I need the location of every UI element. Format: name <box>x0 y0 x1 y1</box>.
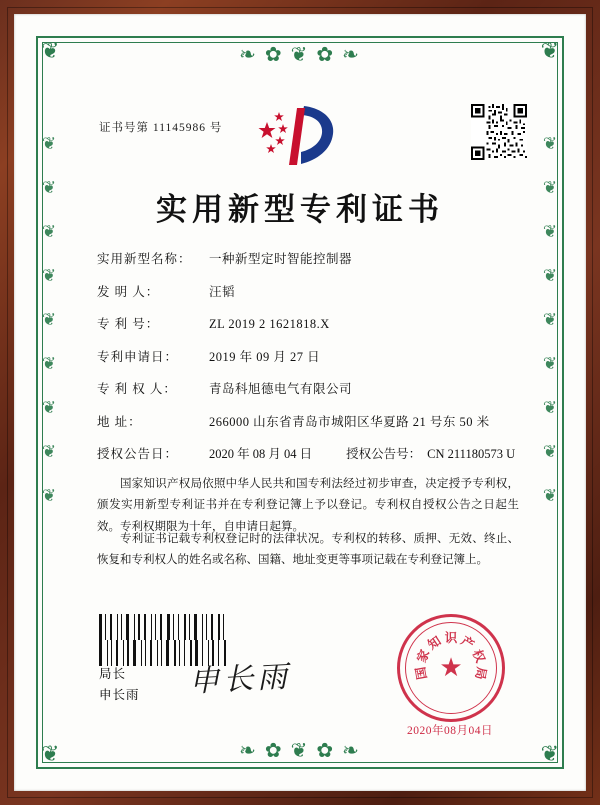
legal-paragraph-2 <box>97 529 519 572</box>
signature-role: 局长 <box>99 667 127 681</box>
field-label: 专利申请日： <box>97 349 179 364</box>
corner-ornament-top-right: ❦ <box>540 38 559 63</box>
field-value: 青岛科旭德电气有限公司 <box>209 382 353 396</box>
field-label: 地 址： <box>97 414 142 429</box>
field-label-secondary: 授权公告号： <box>346 447 422 461</box>
corner-ornament-bottom-left: ❦ <box>41 741 60 766</box>
bottom-flourish-ornament: ❧ ✿ ❦ ✿ ❧ <box>239 740 361 762</box>
corner-ornament-top-left: ❦ <box>41 38 60 63</box>
field-value: 2019 年 09 月 27 日 <box>209 349 321 364</box>
field-row-address <box>97 412 521 430</box>
seal-date: 2020年08月04日 <box>407 725 493 737</box>
official-seal <box>397 614 505 722</box>
field-label: 专 利 权 人： <box>97 382 177 396</box>
field-row-patentee <box>97 379 521 397</box>
qr-code-icon <box>471 104 527 160</box>
field-row-grant <box>97 444 521 462</box>
field-value-secondary: CN 211180573 U <box>427 447 516 461</box>
barcode <box>99 614 229 640</box>
field-list <box>97 249 521 477</box>
vine-ornament-left: ❦❦❦❦❦❦❦❦❦ <box>40 134 59 530</box>
certificate-paper <box>14 14 586 791</box>
vine-ornament-right: ❦❦❦❦❦❦❦❦❦ <box>541 134 560 530</box>
page-title: 实用新型专利证书 <box>156 192 444 228</box>
signature-name: 申长雨 <box>99 688 140 703</box>
seal-text: 国 家 知 识 产 权 局 <box>413 631 489 681</box>
field-label: 授权公告日： <box>97 447 179 461</box>
field-row-application-date <box>97 347 521 365</box>
paragraph-text: 专利证书记载专利权登记时的法律状况。专利权的转移、质押、无效、终止、恢复和专利权人的姓名或名称、国籍、地址变更等事项记载在专利登记簿上。 <box>97 533 519 567</box>
field-label: 发 明 人： <box>97 284 160 299</box>
field-label: 专 利 号： <box>97 317 160 331</box>
field-value: 266000 山东省青岛市城阳区华夏路 21 号东 50 米 <box>209 414 490 429</box>
field-value: 一种新型定时智能控制器 <box>209 252 353 266</box>
field-row-patent-no <box>97 314 521 332</box>
field-value: ZL 2019 2 1621818.X <box>209 317 330 331</box>
seal-star-icon: ★ <box>439 653 463 682</box>
corner-ornament-bottom-right: ❦ <box>540 741 559 766</box>
patent-office-logo-icon <box>257 102 343 170</box>
signature-block <box>99 664 140 707</box>
field-row-inventor <box>97 282 521 300</box>
field-value: 汪韬 <box>209 284 236 299</box>
certificate-number: 证书号第 11145986 号 <box>99 122 223 134</box>
field-label: 实用新型名称： <box>97 252 192 266</box>
top-flourish-ornament: ❧ ✿ ❦ ✿ ❧ <box>239 44 361 66</box>
paragraph-text: 国家知识产权局依照中华人民共和国专利法经过初步审查，决定授予专利权，颁发实用新型专利证书并在专利登记簿上予以登记。专利权自授权公告之日起生效。专利权期限为十年，自申请日起算。 <box>97 478 519 533</box>
field-value: 2020 年 08 月 04 日 <box>209 447 313 461</box>
handwritten-signature: 申长雨 <box>188 659 293 700</box>
field-row-name <box>97 249 521 267</box>
